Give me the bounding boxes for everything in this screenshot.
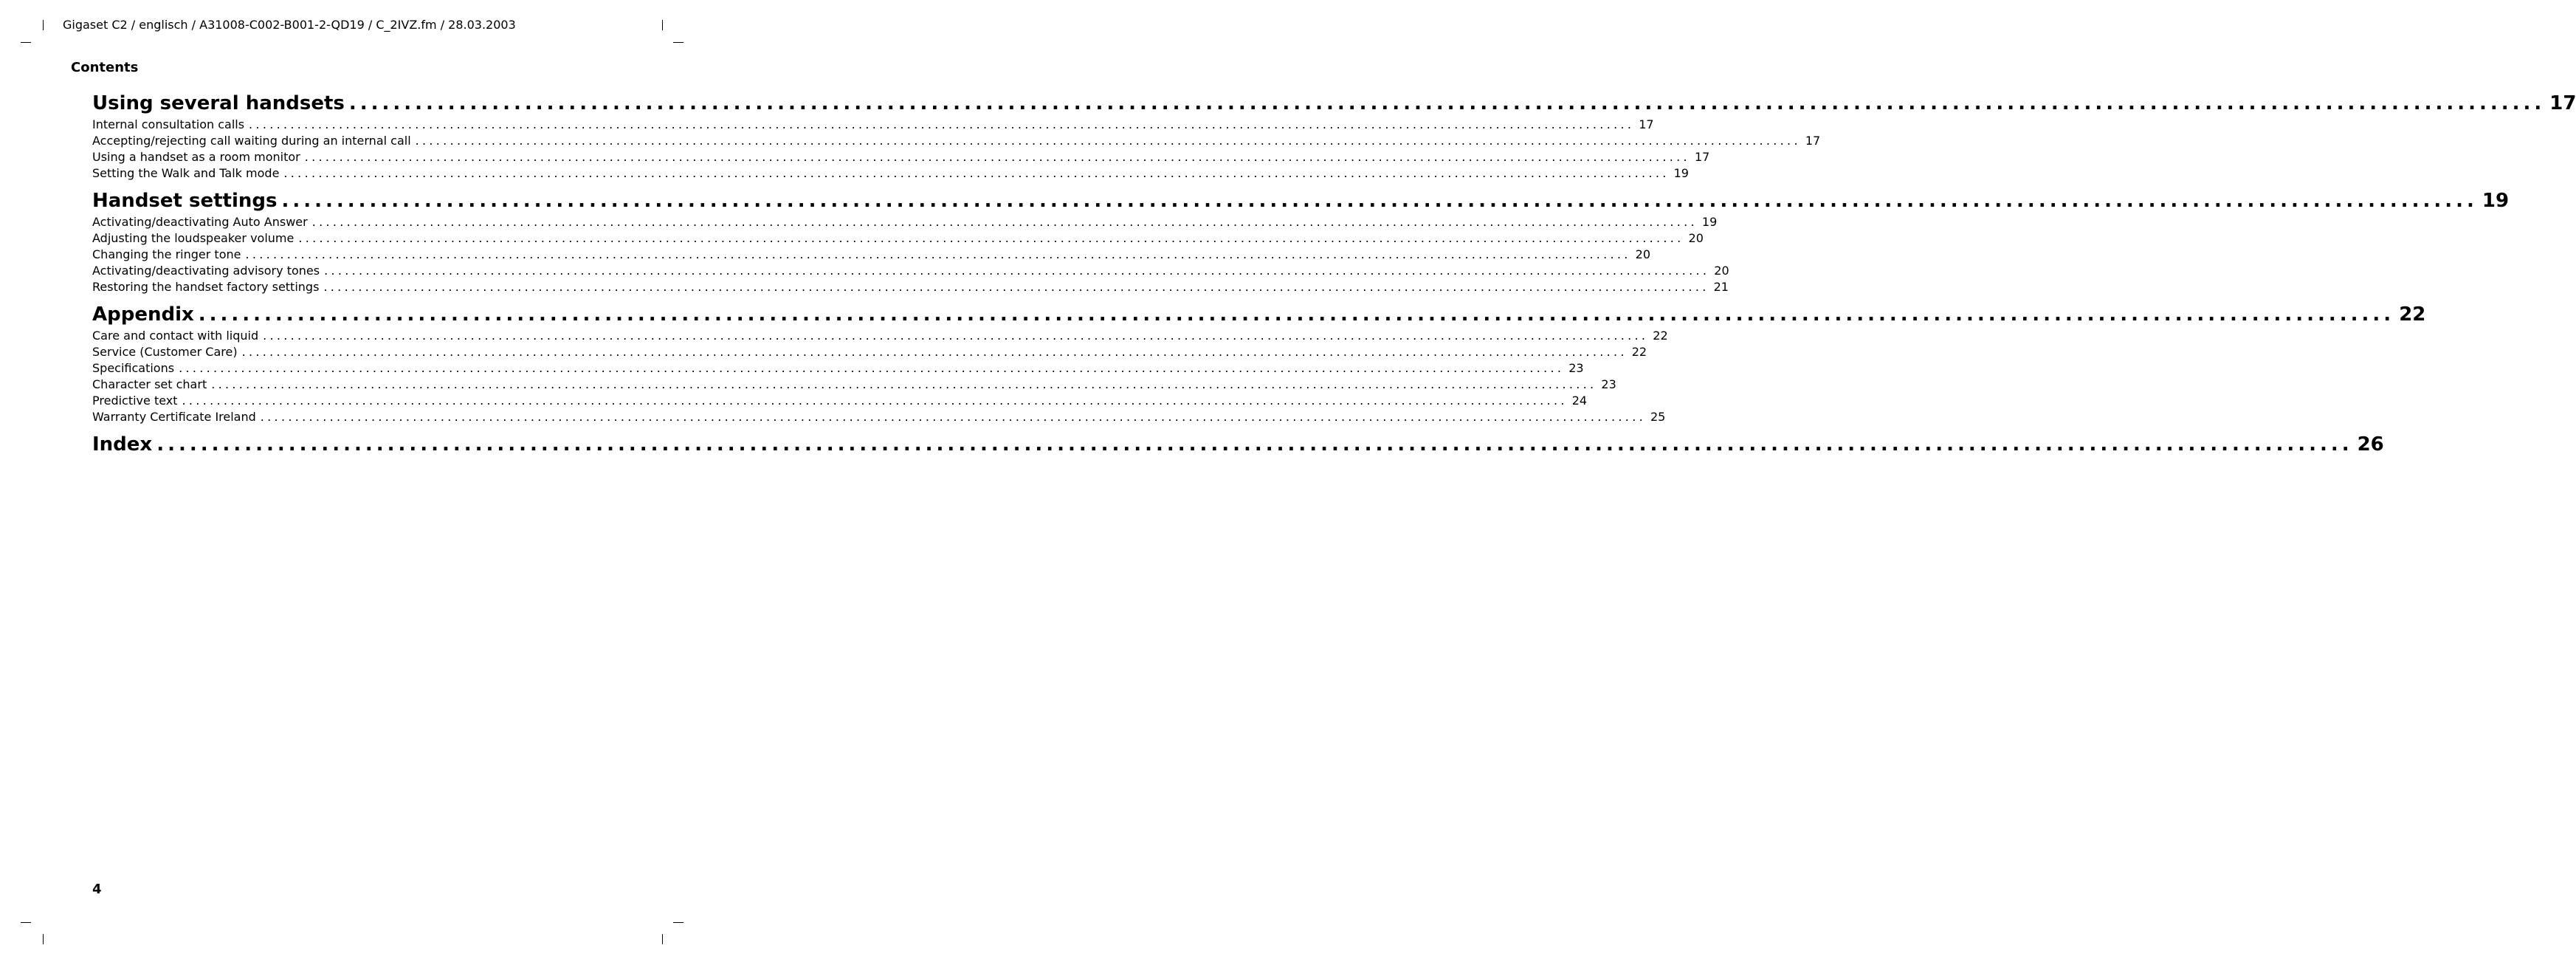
toc-heading[interactable] [92,301,2426,328]
toc-heading-page: 19 [2482,190,2510,212]
toc-entry[interactable] [92,117,1654,133]
toc-leader: ........................................................................................................................................................................................................ [348,92,2546,114]
toc-entry[interactable] [92,149,1710,165]
crop-mark-top-right-vertical [662,20,663,30]
toc-leader: ........................................................................................................................................................................................................ [304,150,1690,164]
toc-heading[interactable] [92,188,2510,214]
toc-section-handset-settings [92,188,2510,295]
toc-leader: ........................................................................................................................................................................................................ [311,215,1698,229]
crop-mark-bottom-left-horizontal [21,922,31,923]
toc-section-appendix [92,301,2426,425]
toc-heading-page: 17 [2549,92,2576,114]
toc-leader: ........................................................................................................................................................................................................ [260,410,1646,424]
toc-entry-page: 21 [1713,280,1729,294]
toc-leader: ........................................................................................................................................................................................................ [182,394,1568,408]
toc-entry-page: 23 [1601,377,1616,391]
toc-entry-label: Changing the ringer tone [92,247,241,261]
toc-entry-page: 17 [1694,150,1710,164]
document-meta-header: Gigaset C2 / englisch / A31008-C002-B001-2-QD19 / C_2IVZ.fm / 28.03.2003 [63,18,516,32]
toc-entry-label: Using a handset as a room monitor [92,150,300,164]
crop-mark-bottom-left-vertical [43,934,44,944]
page-number: 4 [92,882,102,897]
toc-entry-page: 22 [1631,345,1647,359]
toc-heading-title: Handset settings [92,190,278,212]
toc-heading-title: Using several handsets [92,92,345,114]
toc-entry[interactable] [92,279,1729,295]
toc-entry-label: Adjusting the loudspeaker volume [92,231,295,245]
toc-entry-label: Activating/deactivating advisory tones [92,264,320,278]
crop-mark-top-left-horizontal [21,42,31,43]
toc-leader: ........................................................................................................................................................................................................ [245,247,1631,261]
toc-leader: ........................................................................................................................................................................................................ [179,361,1565,375]
toc-leader: ........................................................................................................................................................................................................ [415,134,1801,148]
crop-mark-bottom-right-horizontal [673,922,683,923]
toc-entry-label: Character set chart [92,377,207,391]
toc-entry-page: 19 [1673,166,1689,180]
toc-entry-page: 19 [1701,215,1718,229]
toc-heading-page: 22 [2399,303,2426,326]
toc-entry-label: Specifications [92,361,175,375]
toc-leader: ........................................................................................................................................................................................................ [298,231,1684,245]
toc-entry-label: Activating/deactivating Auto Answer [92,215,308,229]
toc-entry-page: 20 [1635,247,1651,261]
toc-section-index [92,431,2384,458]
crop-mark-bottom-right-vertical [662,934,663,944]
toc-entry-label: Restoring the handset factory settings [92,280,320,294]
toc-entry-label: Service (Customer Care) [92,345,238,359]
toc-entry-page: 25 [1650,410,1666,424]
toc-leader: ........................................................................................................................................................................................................ [263,329,1649,343]
toc-entry[interactable] [92,247,1651,263]
toc-entry-page: 24 [1571,394,1588,408]
toc-entry-page: 20 [1688,231,1704,245]
toc-entry[interactable] [92,409,1666,425]
toc-heading[interactable] [92,90,2576,117]
toc-entry-label: Setting the Walk and Talk mode [92,166,280,180]
toc-entry[interactable] [92,214,1718,230]
toc-entry-label: Accepting/rejecting call waiting during an internal call [92,134,411,148]
toc-entry[interactable] [92,360,1584,377]
toc-entry-label: Care and contact with liquid [92,329,259,343]
toc-heading-page: 26 [2357,433,2384,456]
toc-heading-title: Index [92,433,153,456]
toc-leader: ........................................................................................................................................................................................................ [241,345,1628,359]
table-of-contents [92,90,2576,458]
toc-entry[interactable] [92,263,1729,279]
toc-entry-page: 17 [1805,134,1821,148]
toc-entry[interactable] [92,377,1616,393]
toc-entry[interactable] [92,393,1588,409]
toc-entry-page: 20 [1714,264,1729,278]
toc-leader: ........................................................................................................................................................................................................ [156,433,2353,456]
toc-entry-label: Warranty Certificate Ireland [92,410,256,424]
toc-leader: ........................................................................................................................................................................................................ [281,190,2478,212]
crop-mark-top-left-vertical [43,20,44,30]
toc-entry[interactable] [92,328,1668,344]
toc-entry-page: 17 [1639,117,1654,131]
toc-leader: ........................................................................................................................................................................................................ [249,117,1635,131]
toc-heading-title: Appendix [92,303,194,326]
toc-entry[interactable] [92,230,1704,247]
toc-entry-label: Internal consultation calls [92,117,245,131]
toc-section-using-several-handsets [92,90,2576,182]
crop-mark-top-right-horizontal [673,42,683,43]
toc-leader: ........................................................................................................................................................................................................ [283,166,1670,180]
toc-entry-page: 23 [1568,361,1584,375]
toc-entry-label: Predictive text [92,394,178,408]
toc-entry-page: 22 [1653,329,1668,343]
toc-entry[interactable] [92,165,1689,182]
toc-entry[interactable] [92,344,1647,360]
toc-leader: ........................................................................................................................................................................................................ [211,377,1597,391]
toc-leader: ........................................................................................................................................................................................................ [324,264,1710,278]
toc-leader: ........................................................................................................................................................................................................ [323,280,1709,294]
toc-entry[interactable] [92,133,1821,149]
toc-heading[interactable] [92,431,2384,458]
toc-leader: ........................................................................................................................................................................................................ [198,303,2395,326]
running-title: Contents [71,60,139,75]
